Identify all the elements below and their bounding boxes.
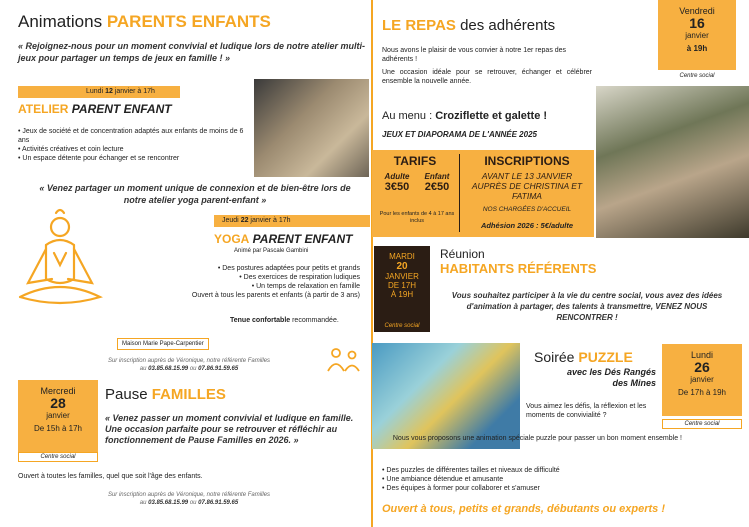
yoga-date: Jeudi 22 janvier à 17h (222, 217, 291, 224)
repas-p1: Nous avons le plaisir de vous convier à notre 1er repas des adhérents ! (382, 47, 567, 63)
reunion-date-box: MARDI 20 JANVIER DE 17H À 19H (374, 246, 430, 322)
list-item: • Des équipes à former pour collaborer et s'amuser (382, 485, 540, 492)
family-icon (326, 347, 362, 373)
intro-yoga: « Venez partager un moment unique de connexion et de bien-être lors de notre atelier yoga parent-enfant » (39, 183, 351, 205)
inscriptions-sub: NOS CHARGÉES D'ACCUEIL (482, 206, 572, 213)
pause-place: Centre social (18, 452, 98, 462)
puzzle-list (382, 466, 722, 493)
family-game-photo (254, 79, 369, 177)
reunion-text: Vous souhaitez participer à la vie du centre social, vous avez des idées d'animation à partager, des talents à transmettre, VENEZ NOUS RENCONTRER ! (451, 291, 723, 322)
inscriptions-text: AVANT LE 13 JANVIER AUPRÈS DE CHRISTINA ET FATIMA (471, 171, 583, 201)
maison-label: Maison Marie Pape-Carpentier (117, 338, 209, 350)
atelier-title: ATELIER PARENT ENFANT (18, 102, 172, 116)
repas-jeux: JEUX ET DIAPORAMA DE L'ANNÉE 2025 (382, 130, 537, 139)
puzzle-place: Centre social (662, 419, 742, 429)
pause-open: Ouvert à toutes les familles, quel que soit l'âge des enfants. (18, 473, 203, 480)
pause-text: « Venez passer un moment convivial et ludique en famille. Une occasion parfaite pour se retrouver et réfléchir au fonctionnement de Pause Familles en 2026. » (105, 413, 354, 445)
repas-place: Centre social (679, 73, 715, 79)
tarif-adulte: Adulte 3€50 (384, 172, 410, 193)
list-item: • Un espace détente pour échanger et se rencontrer (18, 155, 180, 162)
yoga-icon (12, 205, 108, 313)
reunion-place: Centre social (374, 322, 430, 332)
yoga-title: YOGA PARENT ENFANT (214, 232, 353, 246)
atelier-date: Lundi 12 janvier à 17h (86, 88, 155, 95)
list-item: • Activités créatives et coin lecture (18, 146, 124, 153)
tarif-enfant: Enfant 2€50 (424, 172, 450, 193)
inscription-pause: Sur inscription auprès de Véronique, notre référente Familles au 03.85.68.15.99 ou 07.86.91.59.65 (107, 492, 271, 506)
puzzle-p1: Vous aimez les défis, la réflexion et les moments de convivialité ? (526, 403, 647, 419)
puzzle-sub: avec les Dés Rangés des Mines (566, 367, 656, 388)
tarifs-divider (459, 154, 460, 232)
meal-photo (596, 86, 749, 238)
puzzle-p2: Nous vous proposons une animation spéciale puzzle pour passer un bon moment ensemble ! (392, 435, 682, 442)
yoga-animator: Animé par Pascale Gambini (234, 248, 309, 254)
intro-multijeux: « Rejoignez-nous pour un moment convivial et ludique lors de notre atelier multi-jeux pour partager un temps de jeux en famille ! » (18, 41, 366, 63)
list-item: • Une ambiance détendue et amusante (382, 476, 504, 483)
puzzle-final: Ouvert à tous, petits et grands, débutants ou experts ! (382, 503, 665, 515)
inscriptions-title: INSCRIPTIONS (484, 154, 570, 168)
tarif-note: Pour les enfants de 4 à 17 ans inclus (379, 211, 455, 224)
pause-date-box: Mercredi 28 janvier De 15h à 17h (18, 380, 98, 462)
yoga-list (150, 264, 360, 300)
pause-title: Pause FAMILLES (105, 386, 226, 403)
repas-p2: Une occasion idéale pour se retrouver, échanger et célébrer ensemble la nouvelle année. (382, 69, 592, 85)
repas-menu: Au menu : Croziflette et galette ! (382, 110, 548, 122)
atelier-list (18, 127, 254, 163)
tenue-note: Tenue confortable recommandée. (230, 317, 339, 324)
puzzle-date-box: Lundi 26 janvier De 17h à 19h (662, 344, 742, 416)
adhesion: Adhésion 2026 : 5€/adulte (480, 221, 574, 230)
list-item: Ouvert à tous les parents et enfants (à partir de 3 ans) (191, 292, 360, 299)
list-item: • Un temps de relaxation en famille (251, 283, 360, 290)
list-item: • Des puzzles de différentes tailles et niveaux de difficulté (382, 467, 560, 474)
inscription-yoga: Sur inscription auprès de Véronique, notre référente Familles au 03.85.68.15.99 ou 07.86.91.59.65 (107, 358, 271, 372)
list-item: • Des postures adaptées pour petits et grands (217, 265, 360, 272)
repas-date-box: Vendredi 16 janvier à 19h (658, 0, 736, 70)
list-item: • Des exercices de respiration ludiques (239, 274, 360, 281)
puzzle-title: Soirée PUZZLE (534, 349, 633, 365)
tarifs-title: TARIFS (393, 154, 437, 168)
reunion-title: Réunion HABITANTS RÉFÉRENTS (440, 247, 597, 276)
list-item: • Jeux de société et de concentration adaptés aux enfants de moins de 6 ans (18, 128, 244, 144)
repas-title: LE REPAS des adhérents (382, 17, 556, 34)
left-title: Animations PARENTS ENFANTS (18, 12, 271, 31)
